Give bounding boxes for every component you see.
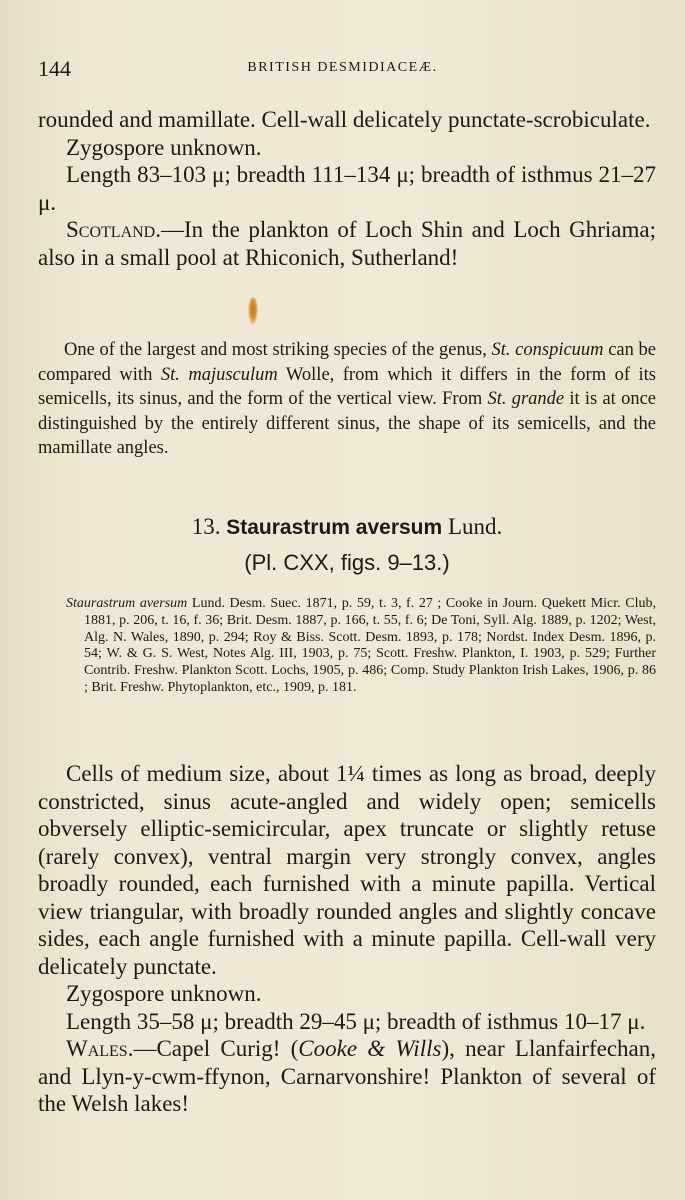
description-end: rounded and mamillate. Cell-wall delicately punctate-scrobiculate. bbox=[38, 107, 651, 132]
species-ref-conspicuum: St. conspicuum bbox=[491, 340, 604, 360]
remarks-text-1: One of the largest and most striking species of the genus, bbox=[64, 340, 492, 360]
running-title: BRITISH DESMIDIACEÆ. bbox=[247, 60, 438, 75]
species-name: Staurastrum aversum bbox=[226, 516, 443, 539]
page-header bbox=[38, 52, 647, 82]
species-dimensions: Length 35–58 μ; breadth 29–45 μ; breadth of isthmus 10–17 μ. bbox=[66, 1008, 646, 1034]
species-ref-grande: St. grande bbox=[487, 389, 565, 409]
species-zygospore: Zygospore unknown. bbox=[66, 981, 262, 1006]
species-heading bbox=[38, 512, 656, 543]
remarks-text-3: Wolle, from which it differs in the form of its semicells, its sinus, and the form of the vertical view. From bbox=[38, 364, 656, 409]
species-locality bbox=[38, 1035, 656, 1118]
species-locality-collectors: Cooke & Wills bbox=[298, 1036, 442, 1061]
species-locality-text-2: ), near Llanfairfechan, and Llyn-y-cwm-ffynon, Carnarvonshire! Plankton of several of the Welsh lakes! bbox=[38, 1036, 656, 1116]
locality-text: —In the plankton of Loch Shin and Loch Ghriama; also in a small pool at Rhiconich, Sutherland! bbox=[38, 217, 656, 270]
remarks-text-2: can be compared with bbox=[38, 340, 656, 385]
bibliography bbox=[66, 596, 656, 697]
zygospore-note: Zygospore unknown. bbox=[66, 134, 262, 160]
species-number: 13. bbox=[191, 514, 221, 539]
locality-paragraph bbox=[38, 216, 656, 271]
continued-description bbox=[38, 106, 656, 271]
paper-stain bbox=[248, 297, 258, 325]
species-locality-text-1: —Capel Curig! ( bbox=[133, 1036, 299, 1061]
dimensions: Length 83–103 μ; breadth 111–134 μ; breadth of isthmus 21–27 μ. bbox=[38, 162, 656, 215]
species-ref-majusculum: St. majusculum bbox=[160, 364, 278, 385]
description-paragraph: Cells of medium size, about 1¼ times as long as broad, deeply constricted, sinus acute-angled and widely open; semicells obversely elliptic-semicircular, apex truncate or slightly retuse (rarely convex), ventral margin very strongly convex, angles broadly rounded, each furnished with a minute papilla. Vertical view triangular, with broadly rounded angles and slightly concave sides, each angle furnished with a minute papilla. Cell-wall very delicately punctate. bbox=[38, 761, 656, 979]
plate-reference: (Pl. CXX, figs. 9–13.) bbox=[244, 550, 450, 575]
species-description bbox=[38, 760, 656, 1118]
locality-region: Scotland. bbox=[66, 217, 161, 242]
species-author: Lund. bbox=[447, 514, 503, 539]
page-number: 144 bbox=[38, 56, 71, 81]
remarks bbox=[38, 338, 656, 461]
remarks-paragraph bbox=[38, 338, 656, 461]
bibliography-text: Lund. Desm. Suec. 1871, p. 59, t. 3, f. 27 ; Cooke in Journ. Quekett Micr. Club, 1881, p. 206, t. 16, f. 36; Brit. Desm. 1887, p. 166, t. 55, f. 6; De Toni, Syll. Alg. 1889, p. 1202; West, Alg. N. Wales, 1890, p. 294; Roy & Biss. Scott. Desm. 1893, p. 178; Nordst. Index Desm. 1896, p. 54; W. & G. S. West, Notes Alg. III, 1903, p. 75; Scott. Freshw. Plankton, I. 1903, p. 529; Further Contrib. Freshw. Plankton Scott. Lochs, 1905, p. 486; Comp. Study Plankton Irish Lakes, 1906, p. 86 ; Brit. Freshw. Phytoplankton, etc., 1909, p. 181. bbox=[84, 596, 656, 695]
species-locality-region: Wales. bbox=[66, 1036, 134, 1061]
bibliography-species: Staurastrum aversum bbox=[66, 596, 188, 611]
remarks-text-4: it is at once distinguished by the entirely different sinus, the shape of its semicells, and the mamillate angles. bbox=[38, 389, 656, 458]
